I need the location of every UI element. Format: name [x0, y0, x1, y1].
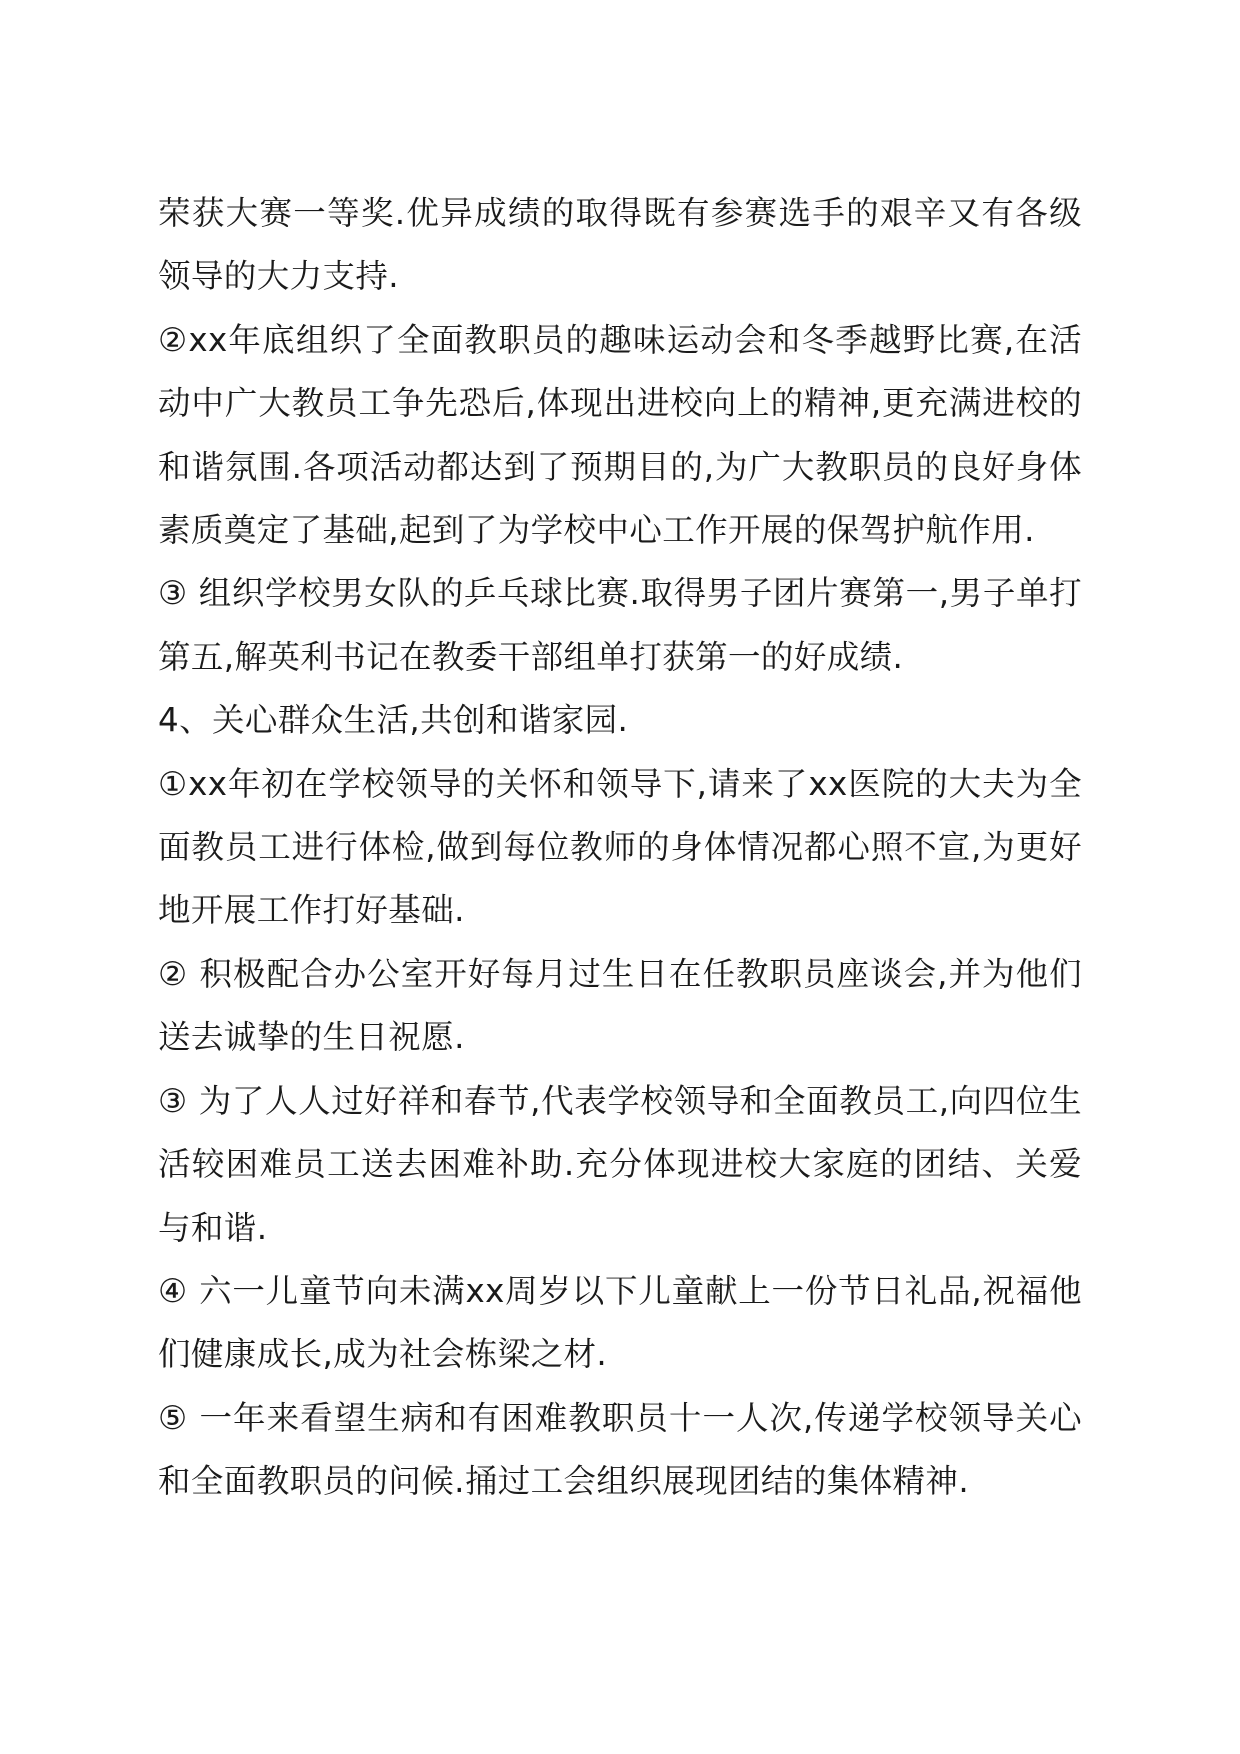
paragraph-spring-festival: ③ 为了人人过好祥和春节,代表学校领导和全面教员工,向四位生活较困难员工送去困难补助.充分体现进校大家庭的团结、关爱与和谐. [158, 1081, 1082, 1247]
paragraph-birthday: ② 积极配合办公室开好每月过生日在任教职员座谈会,并为他们送去诚挚的生日祝愿. [158, 954, 1082, 1057]
paragraph-health-check: ①xx年初在学校领导的关怀和领导下,请来了xx医院的大夫为全面教员工进行体检,做到每位教师的身体情况都心照不宣,为更好地开展工作打好基础. [158, 764, 1082, 930]
paragraph-visits: ⑤ 一年来看望生病和有困难教职员十一人次,传递学校领导关心和全面教职员的问候.捅过工会组织展现团结的集体精神. [158, 1398, 1082, 1501]
paragraph-childrens-day: ④ 六一儿童节向未满xx周岁以下儿童献上一份节日礼品,祝福他们健康成长,成为社会栋梁之材. [158, 1271, 1082, 1374]
paragraph-table-tennis: ③ 组织学校男女队的乒乓球比赛.取得男子团片赛第一,男子单打第五,解英利书记在教委干部组单打获第一的好成绩. [158, 574, 1082, 676]
paragraph-sports-meet: ②xx年底组织了全面教职员的趣味运动会和冬季越野比赛,在活动中广大教员工争先恐后,体现出进校向上的精神,更充满进校的和谐氛围.各项活动都达到了预期目的,为广大教职员的良好身体素质奠定了基础,起到了为学校中心工作开展的保驾护航作用. [158, 320, 1082, 550]
paragraph-award: 荣获大赛一等奖.优异成绩的取得既有参赛选手的艰辛又有各级领导的大力支持. [158, 194, 1082, 296]
document-body [158, 182, 1082, 1514]
section-heading-care: 4、关心群众生活,共创和谐家园. [158, 701, 629, 740]
